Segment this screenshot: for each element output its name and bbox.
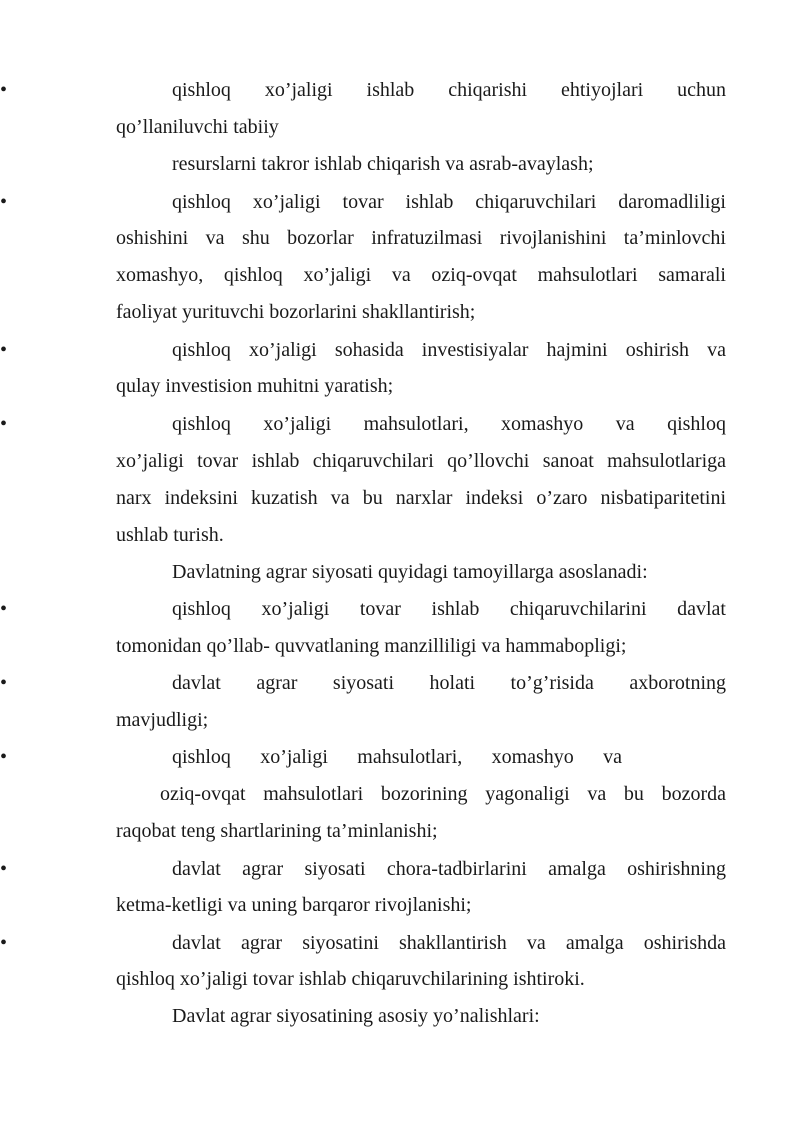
bullet-item-8-line-1: • davlat agrar siyosati chora-tadbirlarini amalga oshirishning (172, 855, 726, 883)
bullet-item-4-line-2: xo’jaligi tovar ishlab chiqaruvchilari qo’llovchi sanoat mahsulotlariga (116, 450, 726, 472)
bullet-marker: • (0, 858, 8, 880)
bullet-item-2-line-1: • qishloq xo’jaligi tovar ishlab chiqaruvchilari daromadliligi (172, 188, 726, 216)
bullet-item-5-line-2: tomonidan qo’llab- quvvatlaning manzilliligi va hammabopligi; (116, 635, 627, 657)
bullet-item-4-line-1: • qishloq xo’jaligi mahsulotlari, xomashyo va qishloq (172, 410, 726, 438)
bullet-item-6-line-1: • davlat agrar siyosati holati to’g’risida axborotning (172, 669, 726, 697)
bullet-item-5-line-1: • qishloq xo’jaligi tovar ishlab chiqaruvchilarini davlat (172, 595, 726, 623)
bullet-item-1-line-3: resurslarni takror ishlab chiqarish va asrab-avaylash; (172, 153, 594, 175)
bullet-item-4-line-3: narx indeksini kuzatish va bu narxlar indeksi o’zaro nisbatiparitetini (116, 487, 726, 509)
bullet-marker: • (0, 413, 8, 435)
bullet-marker: • (0, 339, 8, 361)
bullet-item-8-line-2: ketma-ketligi va uning barqaror rivojlanishi; (116, 894, 472, 916)
bullet-item-2-line-2: oshishini va shu bozorlar infratuzilmasi rivojlanishini ta’minlovchi (116, 227, 726, 249)
bullet-marker: • (0, 746, 8, 768)
bullet-item-4-line-4: ushlab turish. (116, 524, 224, 546)
bullet-marker: • (0, 672, 8, 694)
bullet-item-2-line-4: faoliyat yurituvchi bozorlarini shakllantirish; (116, 301, 476, 323)
bullet-item-3-line-1: • qishloq xo’jaligi sohasida investisiyalar hajmini oshirish va (172, 336, 726, 364)
bullet-item-7-line-3: raqobat teng shartlarining ta’minlanishi; (116, 820, 438, 842)
paragraph-directions-heading: Davlat agrar siyosatining asosiy yo’nalishlari: (172, 1005, 540, 1027)
paragraph-principles-heading: Davlatning agrar siyosati quyidagi tamoyillarga asoslanadi: (172, 561, 648, 583)
bullet-marker: • (0, 191, 8, 213)
bullet-item-6-line-2: mavjudligi; (116, 709, 209, 731)
bullet-item-1-line-1: • qishloq xo’jaligi ishlab chiqarishi ehtiyojlari uchun (172, 76, 726, 104)
bullet-item-2-line-3: xomashyo, qishloq xo’jaligi va oziq-ovqat mahsulotlari samarali (116, 264, 726, 286)
bullet-item-9-line-1: • davlat agrar siyosatini shakllantirish va amalga oshirishda (172, 929, 726, 957)
bullet-marker: • (0, 598, 8, 620)
bullet-item-1-line-2: qo’llaniluvchi tabiiy (116, 116, 279, 138)
bullet-item-3-line-2: qulay investision muhitni yaratish; (116, 375, 394, 397)
bullet-item-7-line-1: • qishloq xo’jaligi mahsulotlari, xomashyo va (172, 743, 622, 771)
bullet-marker: • (0, 932, 8, 954)
bullet-item-9-line-2: qishloq xo’jaligi tovar ishlab chiqaruvchilarining ishtiroki. (116, 968, 585, 990)
bullet-item-7-line-2: oziq-ovqat mahsulotlari bozorining yagonaligi va bu bozorda (160, 783, 726, 805)
bullet-marker: • (0, 79, 8, 101)
